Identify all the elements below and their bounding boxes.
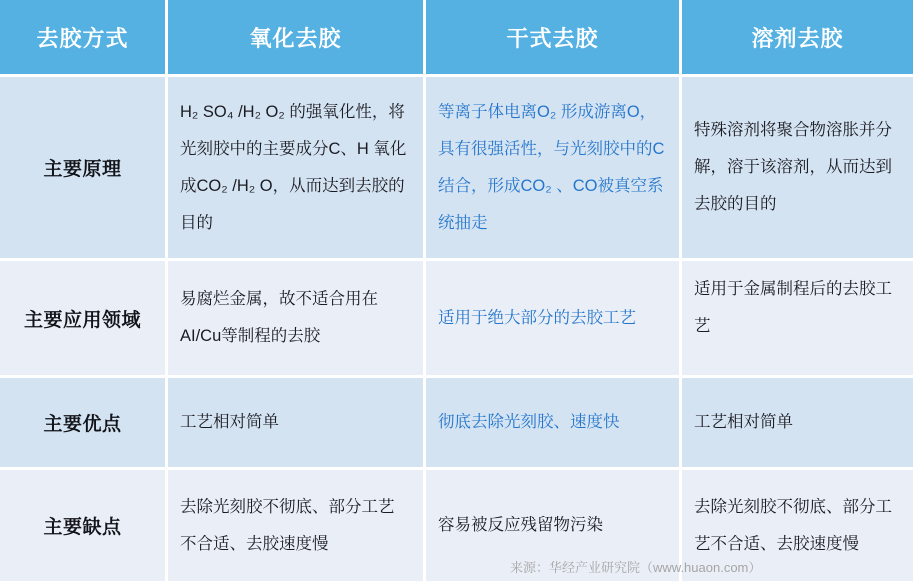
row-label-disadvantages: 主要缺点 (0, 470, 165, 581)
cell-principle-oxidation: H₂ SO₄ /H₂ O₂ 的强氧化性，将光刻胶中的主要成分C、H 氧化成CO₂ /H₂ O，从而达到去胶的目的 (168, 77, 423, 258)
cell-disadvantages-dry: 容易被反应残留物污染 (426, 470, 679, 581)
header-cell-dry: 干式去胶 (426, 0, 679, 74)
cell-disadvantages-solvent: 去除光刻胶不彻底、部分工艺不合适、去胶速度慢 (682, 470, 913, 581)
source-note: 来源：华经产业研究院（www.huaon.com） (510, 560, 762, 575)
cell-principle-solvent: 特殊溶剂将聚合物溶胀并分解，溶于该溶剂，从而达到去胶的目的 (682, 77, 913, 258)
cell-application-solvent: 适用于金属制程后的去胶工艺 (682, 261, 913, 375)
cell-advantages-dry: 彻底去除光刻胶、速度快 (426, 378, 679, 467)
cell-principle-dry: 等离子体电离O₂ 形成游离O，具有很强活性，与光刻胶中的C结合，形成CO₂ 、CO被真空系统抽走 (426, 77, 679, 258)
cell-advantages-oxidation: 工艺相对简单 (168, 378, 423, 467)
header-cell-solvent: 溶剂去胶 (682, 0, 913, 74)
cell-advantages-solvent: 工艺相对简单 (682, 378, 913, 467)
cell-disadvantages-oxidation: 去除光刻胶不彻底、部分工艺不合适、去胶速度慢 (168, 470, 423, 581)
row-label-advantages: 主要优点 (0, 378, 165, 467)
header-cell-oxidation: 氧化去胶 (168, 0, 423, 74)
cell-application-oxidation: 易腐烂金属，故不适合用在AI/Cu等制程的去胶 (168, 261, 423, 375)
row-label-principle: 主要原理 (0, 77, 165, 258)
cell-application-dry: 适用于绝大部分的去胶工艺 (426, 261, 679, 375)
header-cell-method: 去胶方式 (0, 0, 165, 74)
row-label-application: 主要应用领域 (0, 261, 165, 375)
